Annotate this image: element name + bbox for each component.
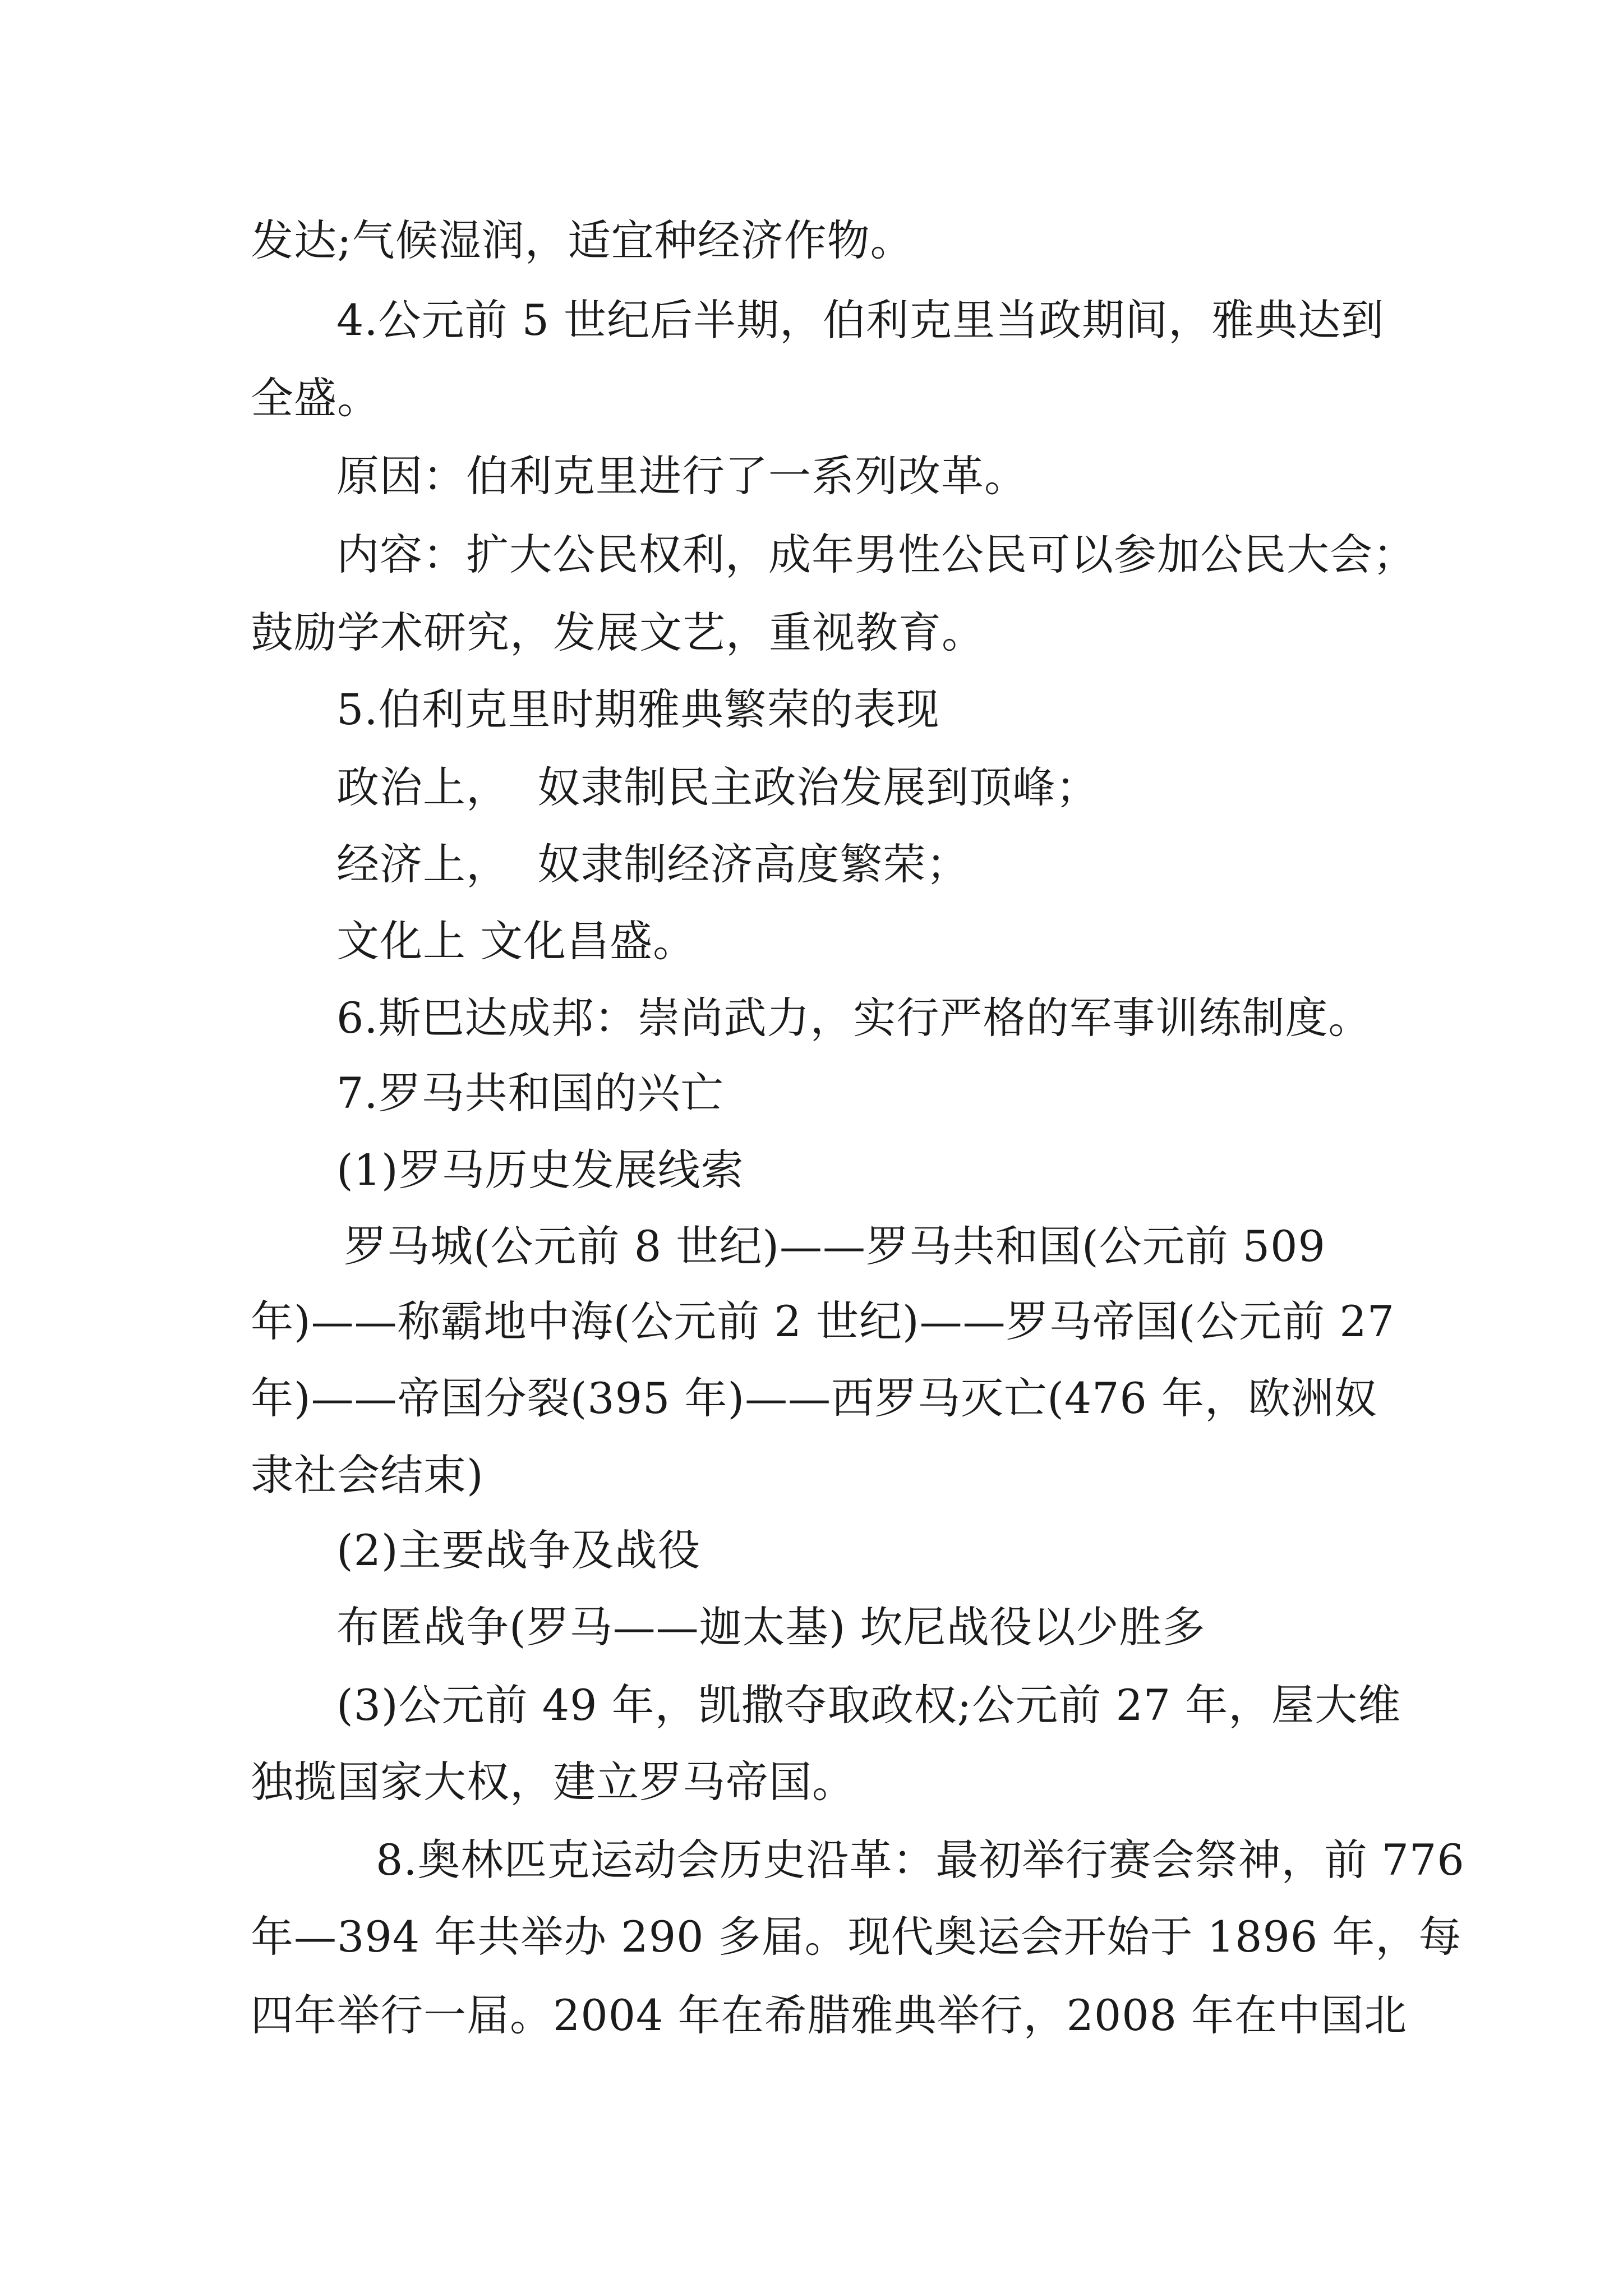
text-line: 布匿战争(罗马——迦太基) 坎尼战役以少胜多: [336, 1602, 1206, 1652]
text-line: 年)——称霸地中海(公元前 2 世纪)——罗马帝国(公元前 27: [251, 1296, 1395, 1346]
text-line: 经济上， 奴隶制经济高度繁荣；: [336, 839, 970, 889]
text-line: 6.斯巴达成邦：崇尚武力，实行严格的军事训练制度。: [336, 993, 1372, 1043]
text-line: (3)公元前 49 年，凯撒夺取政权;公元前 27 年，屋大维: [336, 1680, 1401, 1730]
text-line: 内容：扩大公民权利，成年男性公民可以参加公民大会；: [336, 530, 1416, 579]
text-line: 4.公元前 5 世纪后半期，伯利克里当政期间，雅典达到: [336, 295, 1385, 345]
text-line: (1)罗马历史发展线索: [336, 1145, 744, 1195]
text-line: 全盛。: [251, 373, 380, 423]
text-line: 5.伯利克里时期雅典繁荣的表现: [336, 684, 940, 734]
text-line: 独揽国家大权，建立罗马帝国。: [251, 1757, 855, 1807]
text-line: 发达;气候湿润，适宜种经济作物。: [251, 215, 914, 265]
text-line: (2)主要战争及战役: [336, 1525, 701, 1575]
text-line: 政治上， 奴隶制民主政治发展到顶峰；: [336, 762, 1099, 812]
text-line: 文化上 文化昌盛。: [336, 916, 697, 966]
text-line: 罗马城(公元前 8 世纪)——罗马共和国(公元前 509: [344, 1221, 1326, 1271]
text-line: 7.罗马共和国的兴亡: [336, 1068, 724, 1118]
text-line: 四年举行一届。2004 年在希腊雅典举行，2008 年在中国北: [251, 1990, 1408, 2040]
text-line: 年)——帝国分裂(395 年)——西罗马灭亡(476 年，欧洲奴: [251, 1373, 1378, 1423]
text-line: 原因：伯利克里进行了一系列改革。: [336, 451, 1027, 501]
text-line: 隶社会结束): [251, 1450, 484, 1500]
text-line: 8.奥林匹克运动会历史沿革：最初举行赛会祭神，前 776: [376, 1835, 1465, 1885]
text-line: 年—394 年共举办 290 多届。现代奥运会开始于 1896 年，每: [251, 1912, 1462, 1962]
text-line: 鼓励学术研究，发展文艺，重视教育。: [251, 608, 985, 657]
